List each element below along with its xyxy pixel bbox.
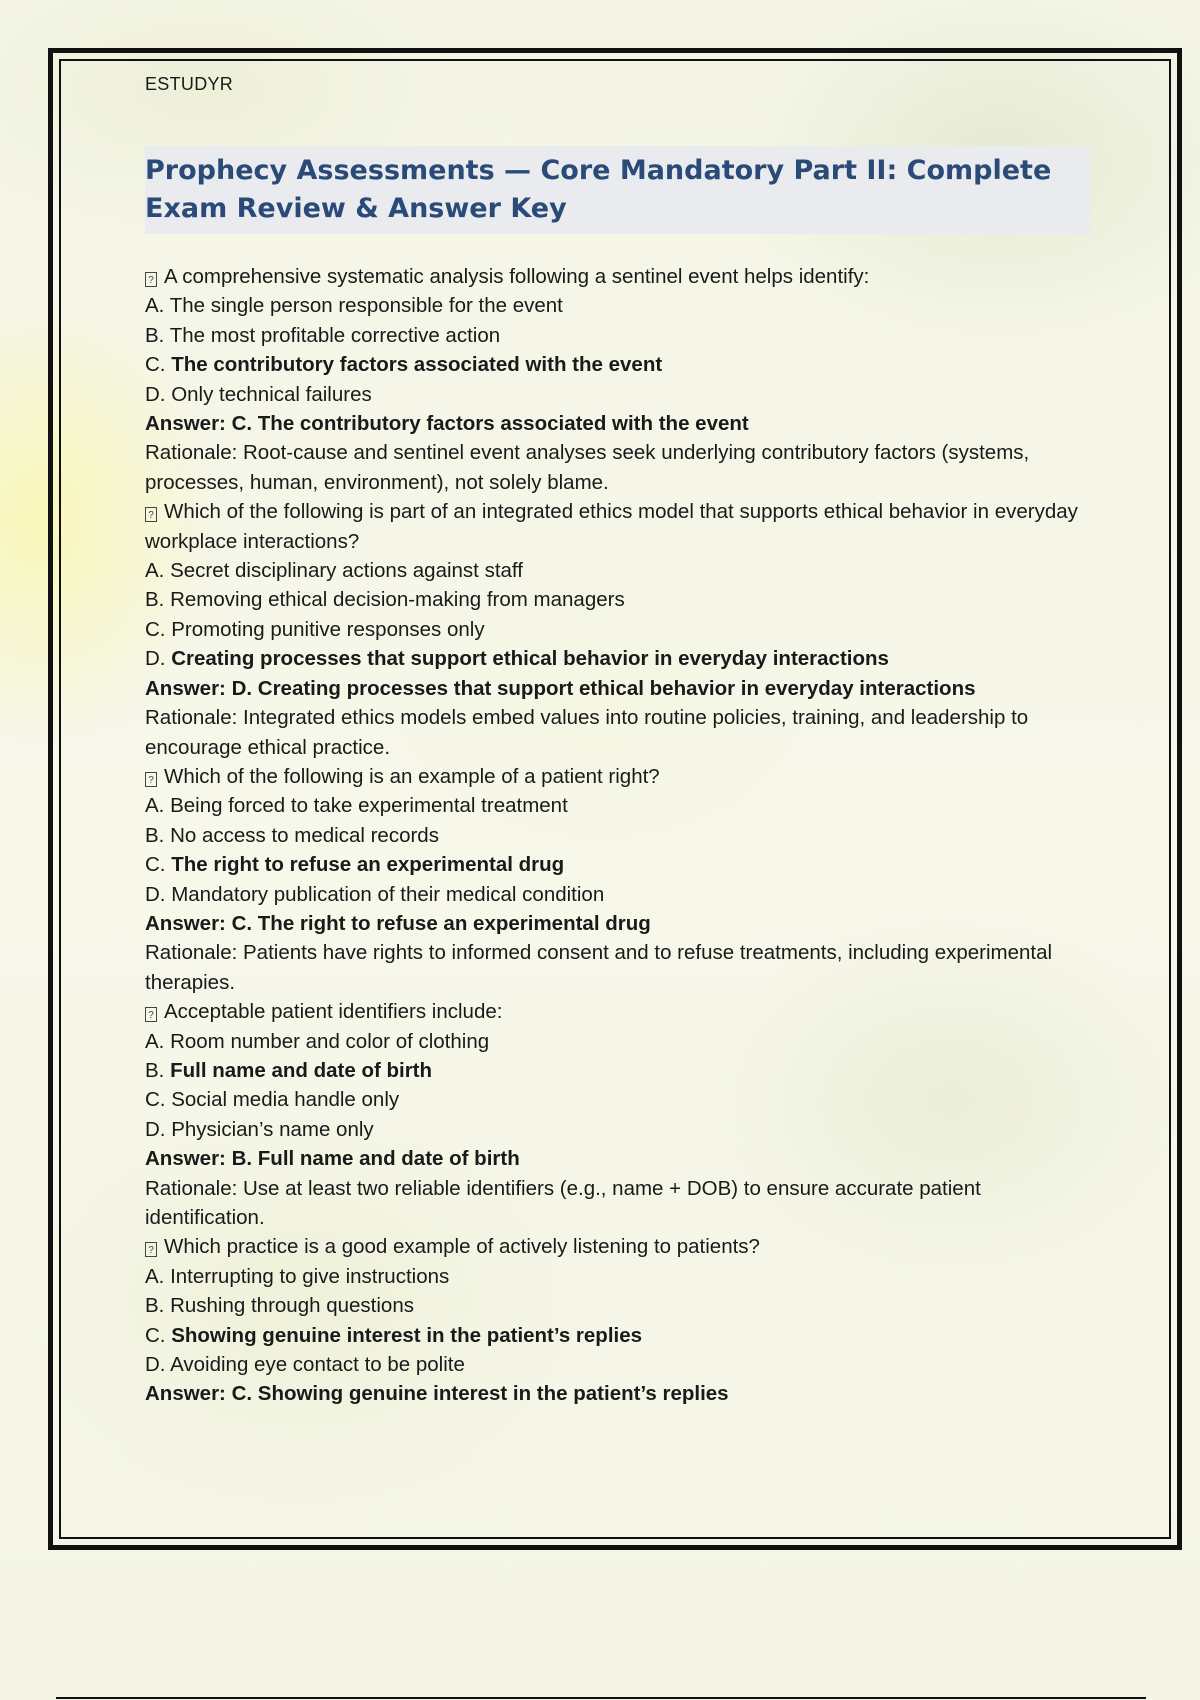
question-marker-icon: ? bbox=[145, 272, 157, 287]
question-list bbox=[145, 262, 1095, 1409]
question-text: Which practice is a good example of actively listening to patients? bbox=[164, 1235, 760, 1259]
option-letter: B. bbox=[145, 1294, 165, 1318]
option-letter: A. bbox=[145, 559, 165, 583]
option-text-correct: Showing genuine interest in the patient’s replies bbox=[171, 1323, 643, 1347]
question-block bbox=[145, 497, 1095, 762]
option-letter: B. bbox=[145, 823, 165, 847]
rationale: Rationale: Root-cause and sentinel event analyses seek underlying contributory factors (systems, processes, human, environment), not solely blame. bbox=[145, 441, 1030, 494]
question-text: Acceptable patient identifiers include: bbox=[164, 1000, 503, 1024]
answer-option bbox=[145, 850, 1095, 879]
answer-key: Answer: C. The right to refuse an experimental drug bbox=[145, 911, 651, 935]
rationale: Rationale: Integrated ethics models embed values into routine policies, training, and leadership to encourage ethical practice. bbox=[145, 706, 1029, 759]
question-stem bbox=[145, 262, 1095, 291]
title-banner bbox=[145, 146, 1090, 234]
option-letter: A. bbox=[145, 1264, 165, 1288]
option-letter: D. bbox=[145, 647, 166, 671]
option-letter: B. bbox=[145, 323, 165, 347]
question-stem bbox=[145, 497, 1095, 556]
option-text: Rushing through questions bbox=[170, 1294, 414, 1318]
answer-key: Answer: C. The contributory factors associated with the event bbox=[145, 412, 749, 436]
question-block bbox=[145, 262, 1095, 497]
answer-option bbox=[145, 291, 1095, 320]
answer-option bbox=[145, 791, 1095, 820]
answer-key: Answer: D. Creating processes that support ethical behavior in everyday interactions bbox=[145, 676, 976, 700]
rationale: Rationale: Patients have rights to informed consent and to refuse treatments, including experimental therapies. bbox=[145, 941, 1053, 994]
answer-option bbox=[145, 585, 1095, 614]
question-marker-icon: ? bbox=[145, 772, 157, 787]
option-letter: D. bbox=[145, 382, 166, 406]
option-text: Avoiding eye contact to be polite bbox=[170, 1353, 465, 1377]
option-text: Being forced to take experimental treatment bbox=[170, 794, 568, 818]
option-letter: C. bbox=[145, 1323, 166, 1347]
question-block bbox=[145, 997, 1095, 1232]
option-letter: C. bbox=[145, 853, 166, 877]
question-marker-icon: ? bbox=[145, 1242, 157, 1257]
option-text: Only technical failures bbox=[171, 382, 372, 406]
answer-option bbox=[145, 644, 1095, 673]
option-text: Removing ethical decision-making from managers bbox=[170, 588, 625, 612]
question-stem bbox=[145, 997, 1095, 1026]
question-text: Which of the following is an example of a patient right? bbox=[164, 764, 660, 788]
answer-option bbox=[145, 880, 1095, 909]
question-marker-icon: ? bbox=[145, 1007, 157, 1022]
option-letter: A. bbox=[145, 1029, 165, 1053]
option-letter: C. bbox=[145, 353, 166, 377]
answer-option bbox=[145, 1027, 1095, 1056]
option-letter: A. bbox=[145, 294, 165, 318]
question-block bbox=[145, 1232, 1095, 1408]
option-letter: C. bbox=[145, 1088, 166, 1112]
answer-option bbox=[145, 1291, 1095, 1320]
option-text-correct: The contributory factors associated with the event bbox=[171, 353, 663, 377]
option-text-correct: The right to refuse an experimental drug bbox=[171, 853, 565, 877]
option-text: No access to medical records bbox=[170, 823, 439, 847]
answer-option bbox=[145, 321, 1095, 350]
question-stem bbox=[145, 1232, 1095, 1261]
answer-option bbox=[145, 380, 1095, 409]
option-letter: D. bbox=[145, 882, 166, 906]
option-text: Interrupting to give instructions bbox=[170, 1264, 450, 1288]
question-text: Which of the following is part of an integrated ethics model that supports ethical behavior in everyday workplace interactions? bbox=[145, 500, 1078, 553]
answer-key: Answer: B. Full name and date of birth bbox=[145, 1147, 520, 1171]
footer-divider bbox=[56, 1697, 1146, 1699]
option-text: Social media handle only bbox=[171, 1088, 400, 1112]
option-letter: D. bbox=[145, 1117, 166, 1141]
option-text-correct: Creating processes that support ethical behavior in everyday interactions bbox=[171, 647, 889, 671]
option-letter: D. bbox=[145, 1353, 166, 1377]
option-letter: B. bbox=[145, 588, 165, 612]
answer-option bbox=[145, 1085, 1095, 1114]
page-title: Prophecy Assessments — Core Mandatory Part II: Complete Exam Review & Answer Key bbox=[145, 155, 1052, 224]
option-text-correct: Full name and date of birth bbox=[170, 1058, 433, 1082]
document-body bbox=[145, 70, 1095, 1409]
option-letter: B. bbox=[145, 1058, 165, 1082]
question-stem bbox=[145, 762, 1095, 791]
option-text: Promoting punitive responses only bbox=[171, 617, 485, 641]
question-block bbox=[145, 762, 1095, 997]
answer-option bbox=[145, 821, 1095, 850]
option-text: Secret disciplinary actions against staff bbox=[170, 559, 523, 583]
option-text: The single person responsible for the event bbox=[169, 294, 563, 318]
brand-header: ESTUDYR bbox=[145, 74, 234, 94]
answer-option bbox=[145, 1262, 1095, 1291]
answer-option bbox=[145, 556, 1095, 585]
option-letter: A. bbox=[145, 794, 165, 818]
rationale: Rationale: Use at least two reliable identifiers (e.g., name + DOB) to ensure accurate patient identification. bbox=[145, 1176, 981, 1229]
answer-key: Answer: C. Showing genuine interest in the patient’s replies bbox=[145, 1382, 729, 1406]
answer-option bbox=[145, 615, 1095, 644]
answer-option bbox=[145, 1115, 1095, 1144]
answer-option bbox=[145, 1056, 1095, 1085]
option-letter: C. bbox=[145, 617, 166, 641]
option-text: Physician’s name only bbox=[171, 1117, 374, 1141]
option-text: Mandatory publication of their medical condition bbox=[171, 882, 605, 906]
question-text: A comprehensive systematic analysis following a sentinel event helps identify: bbox=[164, 265, 870, 288]
answer-option bbox=[145, 1350, 1095, 1379]
answer-option bbox=[145, 350, 1095, 379]
option-text: The most profitable corrective action bbox=[169, 323, 501, 347]
option-text: Room number and color of clothing bbox=[170, 1029, 490, 1053]
answer-option bbox=[145, 1321, 1095, 1350]
question-marker-icon: ? bbox=[145, 507, 157, 522]
